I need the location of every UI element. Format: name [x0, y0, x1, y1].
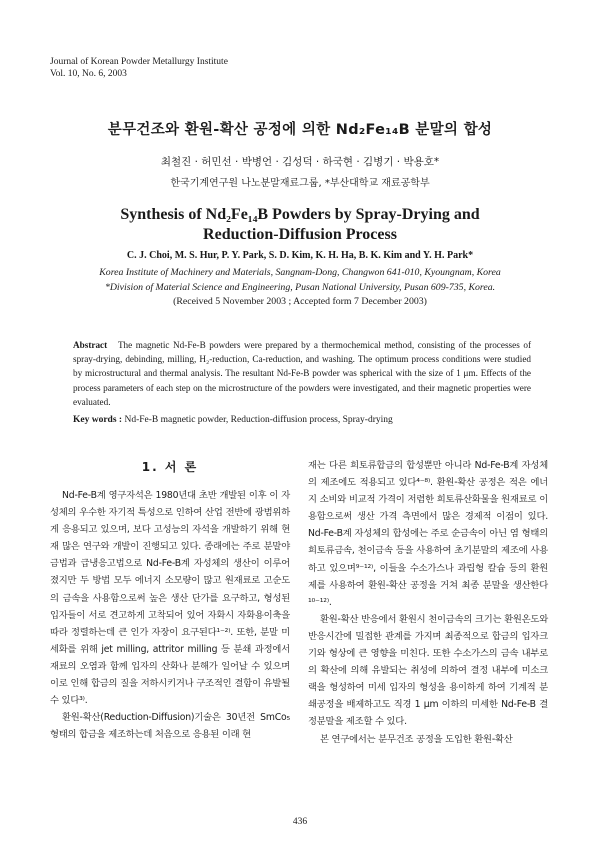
affiliation-1: Korea Institute of Machinery and Materials, Sangnam-Dong, Changwon 641-010, Kyoungnam, Korea — [99, 267, 501, 278]
english-title — [0, 205, 600, 245]
paragraph: Nd-Fe-B계 영구자석은 1980년대 초반 개발된 이후 이 자성체의 우수한 자기적 특성으로 인하여 산업 전반에 광범위하게 응용되고 있으며, 보다 고성능의 자석을 개발하기 위해 현재 많은 연구와 개발이 진행되고 있다. 종래에는 주로 분말야금법과 급냉응고법으로 Nd-Fe-B계 자성체의 생산이 이루어졌지만 두 방법 모두 에너지 소모량이 많고 원재료로 고순도의 금속을 사용함으로써 높은 생산 단가를 요구하고, 형성된 입자들이 서로 견고하게 고착되어 있어 자화시 자화용이축을 따라 정렬하는데 큰 인가 자장이 요구된다¹⁻²⁾. 또한, 분말 미세화를 위해 jet milling, attritor milling 등 분쇄 과정에서 재료의 오염과 함께 입자의 산화나 분해가 일어날 수 있으며 이로 인해 합금의 질을 저하시키거나 구조적인 결함이 유발될 수 있다³⁾. — [50, 490, 290, 707]
korean-affiliation: 한국기계연구원 나노분말재료그룹, *부산대학교 재료공학부 — [170, 178, 430, 189]
paragraph: 환원-확산 반응에서 환원시 천이금속의 크기는 환원온도와 반응시간에 밀접한 관계를 가지며 최종적으로 합금의 입자크기와 형상에 큰 영향을 미친다. 또한 수소가스의 금속 내부로의 확산에 의해 유발되는 취성에 의하여 결정 내부에 미소크랙을 형성하여 미세 입자의 형성을 용이하게 하여 기계적 분쇄공정을 배제하고도 직경 1 μm 이하의 미세한 Nd-Fe-B 결정분말을 제조할 수 있다. — [308, 613, 548, 728]
english-title-line2: Reduction-Diffusion Process — [203, 226, 397, 243]
affiliation-2: *Division of Material Science and Engineering, Pusan National University, Pusan 609-735, Korea. — [104, 281, 496, 293]
english-title-line1: Synthesis of Nd₂Fe₁₄B Powders by Spray-Drying and — [120, 206, 480, 223]
journal-volume: Vol. 10, No. 6, 2003 — [50, 69, 127, 79]
journal-name: Journal of Korean Powder Metallurgy Institute — [50, 57, 228, 67]
page-number: 436 — [292, 817, 308, 827]
section-heading: 1. 서 론 — [141, 460, 199, 474]
body-left-column — [50, 457, 290, 743]
received-dates: (Received 5 November 2003 ; Accepted form 7 December 2003) — [173, 296, 427, 307]
keywords-text: Nd-Fe-B magnetic powder, Reduction-diffusion process, Spray-drying — [124, 415, 393, 425]
paragraph: 본 연구에서는 분무건조 공정을 도입한 환원-확산 — [320, 733, 513, 745]
paragraph: 환원-확산(Reduction-Diffusion)기술은 30년전 SmCo₅ 형태의 합금을 제조하는데 처음으로 응용된 이래 현 — [50, 712, 290, 741]
abstract — [73, 338, 531, 409]
english-affiliations — [0, 266, 600, 310]
journal-header — [50, 56, 228, 80]
keywords-label: Key words : — [73, 415, 123, 425]
abstract-label: Abstract — [73, 340, 108, 350]
keywords — [73, 415, 543, 425]
paragraph: 재는 다른 희토류합금의 합성뿐만 아니라 Nd-Fe-B계 자성체의 제조에도 적용되고 있다⁴⁻⁸⁾. 환원-확산 공정은 적은 에너지 소비와 비교적 가격이 저렴한 희토류산화물을 원재료로 이용함으로써 생산 가격 측면에서 많은 경제적 이점이 있다. Nd-Fe-B계 자성체의 합성에는 주로 순금속이 아닌 염 형태의 희토류금속, 천이금속 등을 사용하여 초기분말의 제조에 사용하고 있으며⁹⁻¹²⁾, 이들을 수소가스나 과립형 칼슘 등의 환원제를 사용하여 환원-확산 공정을 거쳐 최종 분말을 생산한다¹⁰⁻¹²⁾. — [308, 460, 548, 608]
body-right-column — [308, 457, 548, 748]
abstract-text: The magnetic Nd-Fe-B powders were prepared by a thermochemical method, consisting of the processes of spray-drying, debinding, milling, H₂-reduction, Ca-reduction, and washing. The optimum process conditions were studied by microstructural and thermal analysis. The resultant Nd-Fe-B powder was spherical with the size of 1 μm. Effects of the process parameters of each step on the microstructure of the powders were investigated, and their magnetic properties were evaluated. — [73, 340, 531, 407]
korean-authors: 최철진 · 허민선 · 박병언 · 김성덕 · 하국현 · 김병기 · 박용호* — [160, 156, 440, 168]
english-authors: C. J. Choi, M. S. Hur, P. Y. Park, S. D. Kim, K. H. Ha, B. K. Kim and Y. H. Park* — [126, 250, 474, 261]
korean-title: 분무건조와 환원-확산 공정에 의한 Nd₂Fe₁₄B 분말의 합성 — [107, 122, 493, 138]
